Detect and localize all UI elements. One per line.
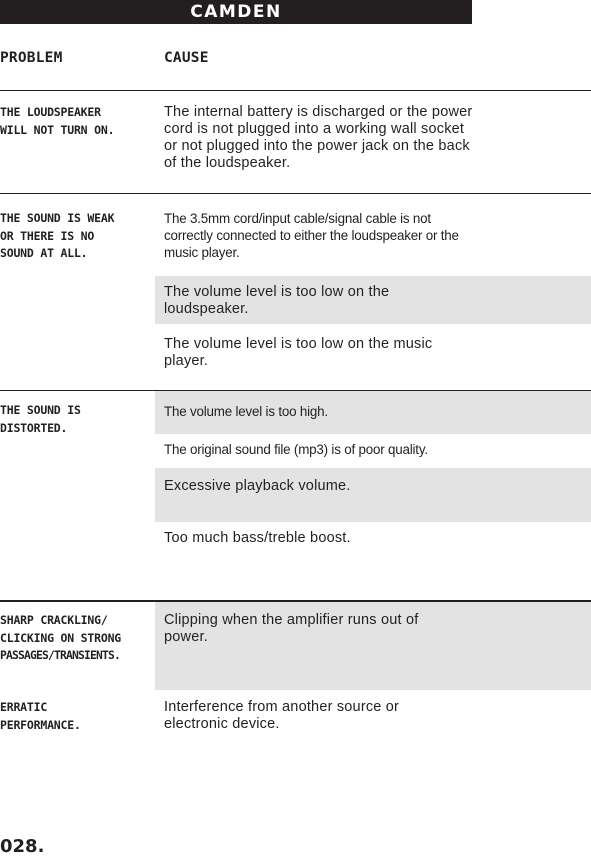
cause-text: The 3.5mm cord/input cable/signal cable is not correctly connected to either the loudspeaker or the music player. [164, 211, 459, 260]
cause-text: The volume level is too low on the music player. [164, 336, 433, 369]
page-number: 028. [0, 836, 45, 857]
cause-text: The original sound file (mp3) is of poor quality. [164, 442, 428, 457]
cause-text: Excessive playback volume. [164, 478, 351, 494]
cause-column-header: CAUSE [164, 50, 209, 66]
problem-label: THE SOUND IS DISTORTED. [0, 403, 81, 435]
header-title: CAMDEN [190, 2, 282, 22]
row-divider [0, 600, 591, 602]
problem-column-header: PROBLEM [0, 50, 63, 66]
cause-text: Interference from another source or electronic device. [164, 699, 400, 732]
cause-text: Clipping when the amplifier runs out of power. [164, 612, 419, 645]
cause-text: The volume level is too high. [164, 404, 328, 419]
cause-text: The volume level is too low on the loudspeaker. [164, 284, 390, 317]
problem-label: ERRATIC PERFORMANCE. [0, 700, 81, 732]
problem-label: THE LOUDSPEAKER WILL NOT TURN ON. [0, 105, 115, 137]
row-divider [0, 90, 591, 91]
row-divider [0, 193, 591, 194]
row-divider [0, 390, 591, 391]
cause-text: The internal battery is discharged or the power cord is not plugged into a working wall socket or not plugged into the power jack on the back of the loudspeaker. [164, 104, 473, 171]
problem-label: SHARP CRACKLING/ CLICKING ON STRONG PASSAGES/TRANSIENTS. [0, 613, 122, 662]
shaded-cause-cell [155, 468, 591, 522]
problem-label: THE SOUND IS WEAK OR THERE IS NO SOUND AT ALL. [0, 211, 115, 260]
cause-text: Too much bass/treble boost. [164, 530, 351, 546]
